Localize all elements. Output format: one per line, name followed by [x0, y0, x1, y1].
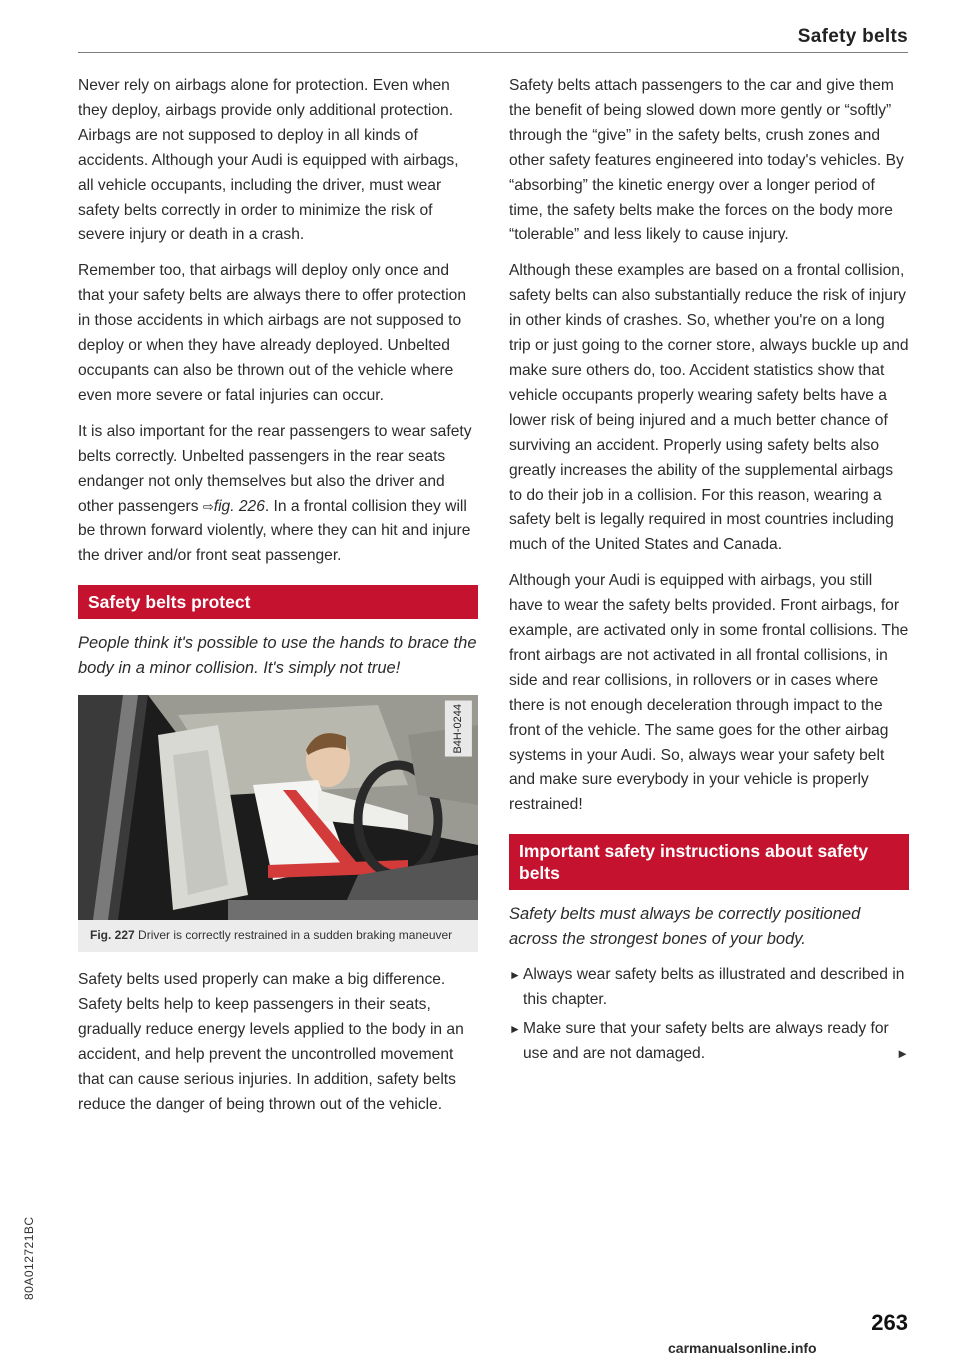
figure-caption-text: Driver is correctly restrained in a sudden braking maneuver: [138, 928, 453, 943]
page-number: 263: [871, 1310, 908, 1335]
figure: [78, 695, 478, 952]
figure-image: [78, 695, 478, 920]
section-intro: People think it's possible to use the hands to brace the body in a minor collision. It's simply not true!: [78, 634, 477, 678]
paragraph: Although your Audi is equipped with airbags, you still have to wear the safety belts provided. Front airbags, for example, are activated only in some frontal collisions. The front airbags are not activated in all frontal collisions, in side and rear collisions, in rollovers or in cases where there is not enough deceleration through impact to the front of the vehicle. The same goes for the other airbag systems in your Audi. So, always wear your safety belt and make sure everybody in your vehicle is properly restrained!: [509, 572, 909, 814]
paragraph: Safety belts used properly can make a big difference. Safety belts help to keep passengers in their seats, gradually reduce energy levels applied to the body in an accident, and help prevent the uncontrolled movement that can cause serious injuries. In addition, safety belts reduce the danger of being thrown out of the vehicle.: [78, 971, 464, 1113]
paragraph-text: . In a frontal collision they will be thrown forward violently, where they can hit and injure the driver and/or front seat passenger.: [78, 497, 471, 565]
list-item-text: Always wear safety belts as illustrated and described in this chapter.: [523, 966, 905, 1009]
section-heading: Important safety instructions about safety belts: [509, 834, 909, 890]
left-column: [78, 74, 478, 1129]
arrow-right-icon: ⇨: [202, 498, 214, 514]
header-rule: [78, 52, 908, 53]
paragraph: [78, 420, 478, 569]
figure-reference-link[interactable]: fig. 226: [213, 497, 265, 515]
figure-label: Fig. 227: [90, 928, 135, 943]
list-item: [509, 1017, 909, 1067]
document-code: 80A012721BC: [22, 1216, 36, 1300]
list-item: [509, 963, 909, 1013]
triangle-bullet-icon: ►: [509, 1022, 521, 1037]
triangle-bullet-icon: ►: [509, 968, 521, 983]
header-title: Safety belts: [797, 26, 908, 47]
right-column: [509, 74, 909, 1071]
paragraph: Safety belts attach passengers to the car and give them the benefit of being slowed down more gently or “softly” through the “give” in the safety belts, crush zones and other safety features engineered into today's vehicles. By “absorbing” the kinetic energy over a longer period of time, the safety belts make the forces on the body more “tolerable” and less likely to cause injury.: [509, 77, 904, 244]
continue-arrow-icon: ►: [896, 1046, 909, 1061]
list-item-text: Make sure that your safety belts are always ready for use and are not damaged.: [523, 1020, 889, 1062]
paragraph: Although these examples are based on a frontal collision, safety belts can also substantially reduce the risk of injury in other kinds of crashes. So, whether you're on a long trip or just going to the corner store, always buckle up and make sure others do, too. Accident statistics show that vehicle occupants properly wearing safety belts have a lower risk of being injured and a much better chance of surviving an accident. Properly using safety belts also greatly increases the ability of the supplemental airbags to do their job in a collision. For this reason, wearing a safety belt is legally required in most countries including much of the United States and Canada.: [509, 262, 909, 554]
driver-illustration: [78, 695, 478, 920]
bullet-list: [509, 963, 909, 1067]
paragraph: Remember too, that airbags will deploy only once and that your safety belts are always there to offer protection in those accidents in which airbags are not supposed to deploy or when they have already deployed. Unbelted occupants can also be thrown out of the vehicle where even more severe or fatal injuries can occur.: [78, 262, 467, 404]
figure-code: B4H-0244: [445, 701, 472, 757]
paragraph-text: It is also important for the rear passengers to wear safety belts correctly. Unbelted passengers in the rear seats endanger not only themselves but also the driver and other passengers: [78, 422, 472, 515]
section-intro: Safety belts must always be correctly positioned across the strongest bones of your body.: [509, 905, 861, 949]
paragraph: Never rely on airbags alone for protection. Even when they deploy, airbags provide only additional protection. Airbags are not supposed to deploy in all kinds of accidents. Although your Audi is equipped with airbags, all vehicle occupants, including the driver, must wear safety belts correctly in order to minimize the risk of severe injury or death in a crash.: [78, 77, 459, 244]
figure-caption: [78, 920, 478, 952]
watermark: carmanualsonline.info: [668, 1340, 817, 1356]
section-heading: Safety belts protect: [78, 585, 478, 619]
